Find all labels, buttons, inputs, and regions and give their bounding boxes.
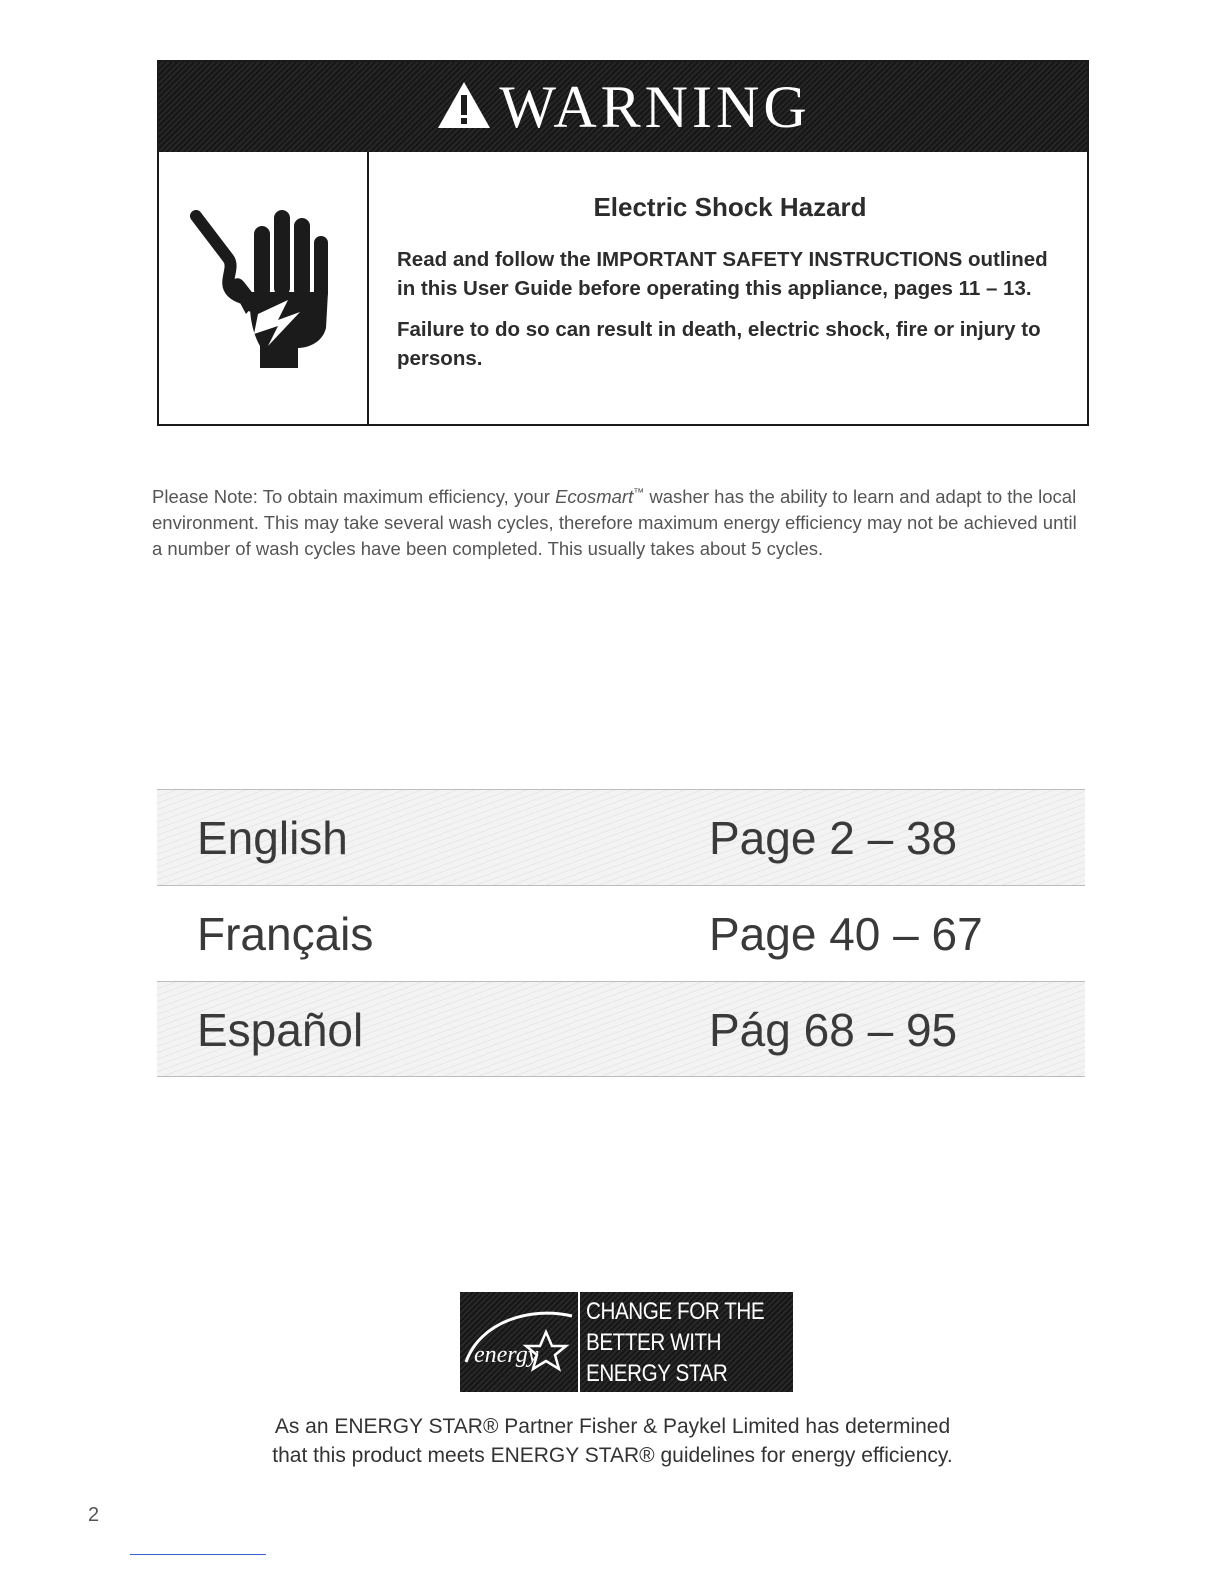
energy-logo-text: energy <box>474 1342 539 1368</box>
slogan-line-3: ENERGY STAR <box>586 1359 728 1387</box>
shock-icon-cell <box>159 152 369 424</box>
energy-star-icon <box>460 1292 578 1392</box>
language-row-francais[interactable] <box>157 885 1085 981</box>
language-pages: Pág 68 – 95 <box>709 1004 958 1056</box>
warning-box <box>157 60 1089 426</box>
efficiency-note <box>152 480 1077 562</box>
note-brand: Ecosmart <box>555 486 634 508</box>
hazard-title: Electric Shock Hazard <box>593 192 867 222</box>
warning-header <box>159 62 1087 152</box>
note-prefix: Please Note: To obtain maximum efficiency, your <box>152 486 556 508</box>
electric-shock-hand-icon <box>188 196 338 381</box>
language-pages: Page 2 – 38 <box>709 812 958 864</box>
warning-triangle-icon <box>435 79 493 136</box>
slogan-line-1: CHANGE FOR THE <box>586 1297 765 1325</box>
language-row-espanol[interactable] <box>157 981 1085 1077</box>
statement-line-1: As an ENERGY STAR® Partner Fisher & Paykel Limited has determined <box>274 1415 951 1438</box>
warning-title: WARNING <box>499 74 811 140</box>
slogan-line-2: BETTER WITH <box>586 1328 722 1356</box>
note-trademark: ™ <box>633 487 645 499</box>
warning-paragraph-1: Read and follow the IMPORTANT SAFETY INSTRUCTIONS outlined in this User Guide before operating this appliance, pages 11 – 13. <box>397 248 1048 300</box>
language-table <box>157 789 1085 1077</box>
language-name: Español <box>197 1004 364 1056</box>
statement-line-2: that this product meets ENERGY STAR® guidelines for energy efficiency. <box>272 1444 953 1467</box>
language-pages: Page 40 – 67 <box>709 908 983 960</box>
page-number: 2 <box>88 1504 100 1526</box>
energy-star-slogan <box>578 1292 793 1392</box>
note-suffix: washer has the ability to learn and adapt to the local environment. This may take several wash cycles, therefore maximum energy efficiency may not be achieved until a number of wash cycles have been completed. This usually takes about 5 cycles. <box>152 486 1077 560</box>
warning-paragraph-2: Failure to do so can result in death, electric shock, fire or injury to persons. <box>397 318 1041 370</box>
warning-text-cell <box>369 152 1087 424</box>
bottom-rule <box>130 1554 266 1555</box>
language-name: English <box>197 812 348 864</box>
energy-star-logo <box>460 1292 778 1392</box>
language-row-english[interactable] <box>157 789 1085 885</box>
energy-star-statement <box>150 1412 1075 1470</box>
language-name: Français <box>197 908 374 960</box>
